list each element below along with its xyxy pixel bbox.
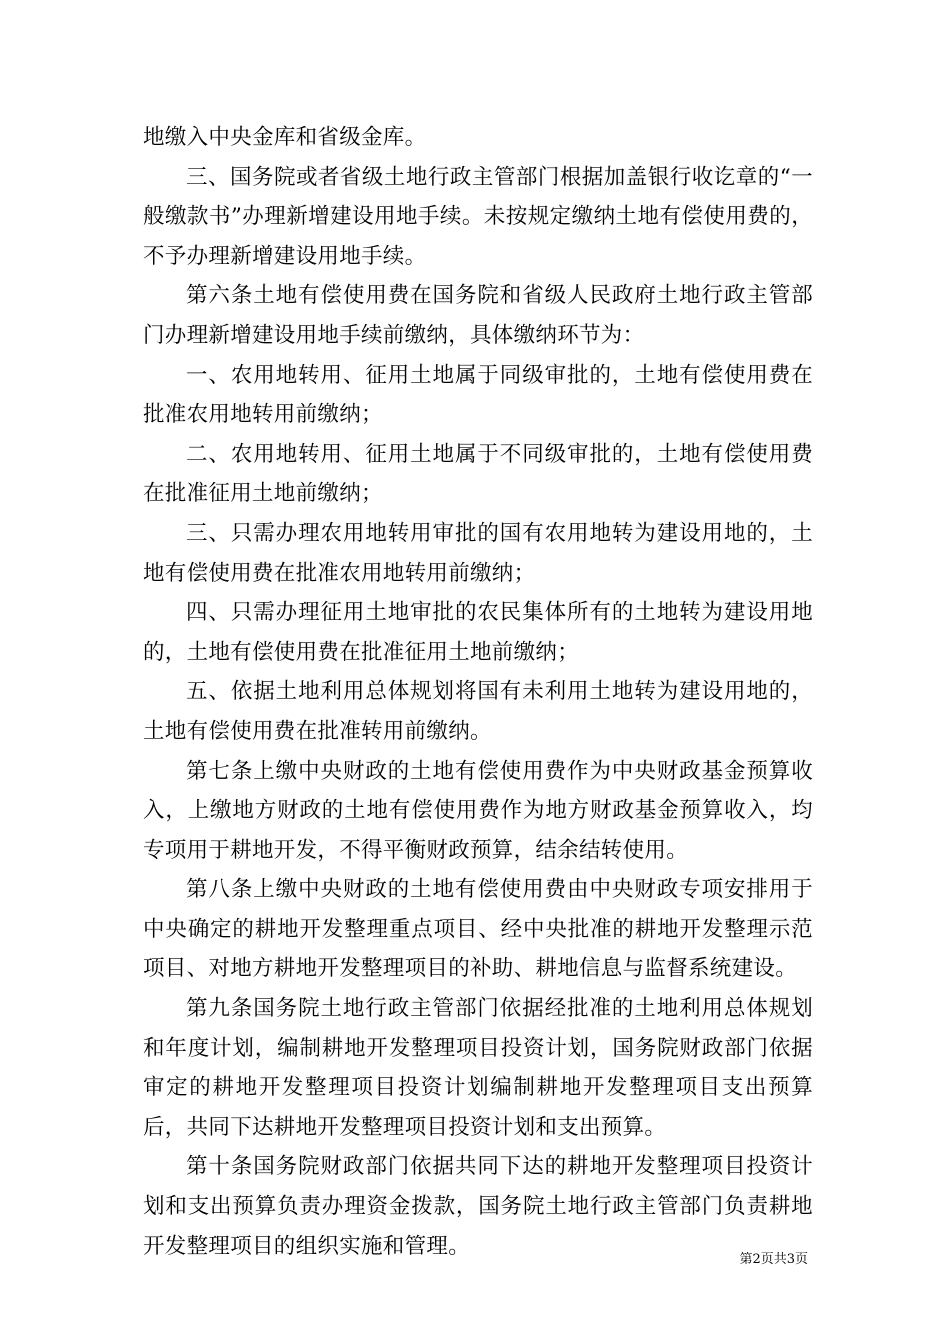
paragraph-item-3-bank-receipt: 三、国务院或者省级土地行政主管部门根据加盖银行收讫章的“一般缴款书”办理新增建设用地手续。未按规定缴纳土地有偿使用费的，不予办理新增建设用地手续。 xyxy=(143,164,813,269)
paragraph-article-6-item-1: 一、农用地转用、征用土地属于同级审批的，土地有偿使用费在批准农用地转用前缴纳； xyxy=(143,362,813,428)
paragraph-article-10: 第十条国务院财政部门依据共同下达的耕地开发整理项目投资计划和支出预算负责办理资金拨款，国务院土地行政主管部门负责耕地开发整理项目的组织实施和管理。 xyxy=(143,1154,813,1259)
paragraph-article-6-item-5: 五、依据土地利用总体规划将国有未利用土地转为建设用地的，土地有偿使用费在批准转用前缴纳。 xyxy=(143,679,813,744)
paragraph-continuation: 地缴入中央金库和省级金库。 xyxy=(143,125,427,150)
paragraph-article-7: 第七条上缴中央财政的土地有偿使用费作为中央财政基金预算收入，上缴地方财政的土地有偿使用费作为地方财政基金预算收入，均专项用于耕地开发，不得平衡财政预算，结余结转使用。 xyxy=(143,758,813,863)
paragraph-article-6: 第六条土地有偿使用费在国务院和省级人民政府土地行政主管部门办理新增建设用地手续前缴纳，具体缴纳环节为： xyxy=(143,283,813,348)
paragraph-article-6-item-3: 三、只需办理农用地转用审批的国有农用地转为建设用地的，土地有偿使用费在批准农用地转用前缴纳； xyxy=(143,520,813,586)
page-number-footer: 第2页共3页 xyxy=(739,1252,808,1267)
paragraph-article-8: 第八条上缴中央财政的土地有偿使用费由中央财政专项安排用于中央确定的耕地开发整理重点项目、经中央批准的耕地开发整理示范项目、对地方耕地开发整理项目的补助、耕地信息与监督系统建设。 xyxy=(143,877,813,982)
document-body xyxy=(143,118,813,1266)
paragraph-article-9: 第九条国务院土地行政主管部门依据经批准的土地利用总体规划和年度计划，编制耕地开发整理项目投资计划，国务院财政部门依据审定的耕地开发整理项目投资计划编制耕地开发整理项目支出预算后，共同下达耕地开发整理项目投资计划和支出预算。 xyxy=(143,996,813,1140)
paragraph-article-6-item-2: 二、农用地转用、征用土地属于不同级审批的，土地有偿使用费在批准征用土地前缴纳； xyxy=(143,441,813,507)
paragraph-article-6-item-4: 四、只需办理征用土地审批的农民集体所有的土地转为建设用地的，土地有偿使用费在批准征用土地前缴纳； xyxy=(143,600,813,665)
